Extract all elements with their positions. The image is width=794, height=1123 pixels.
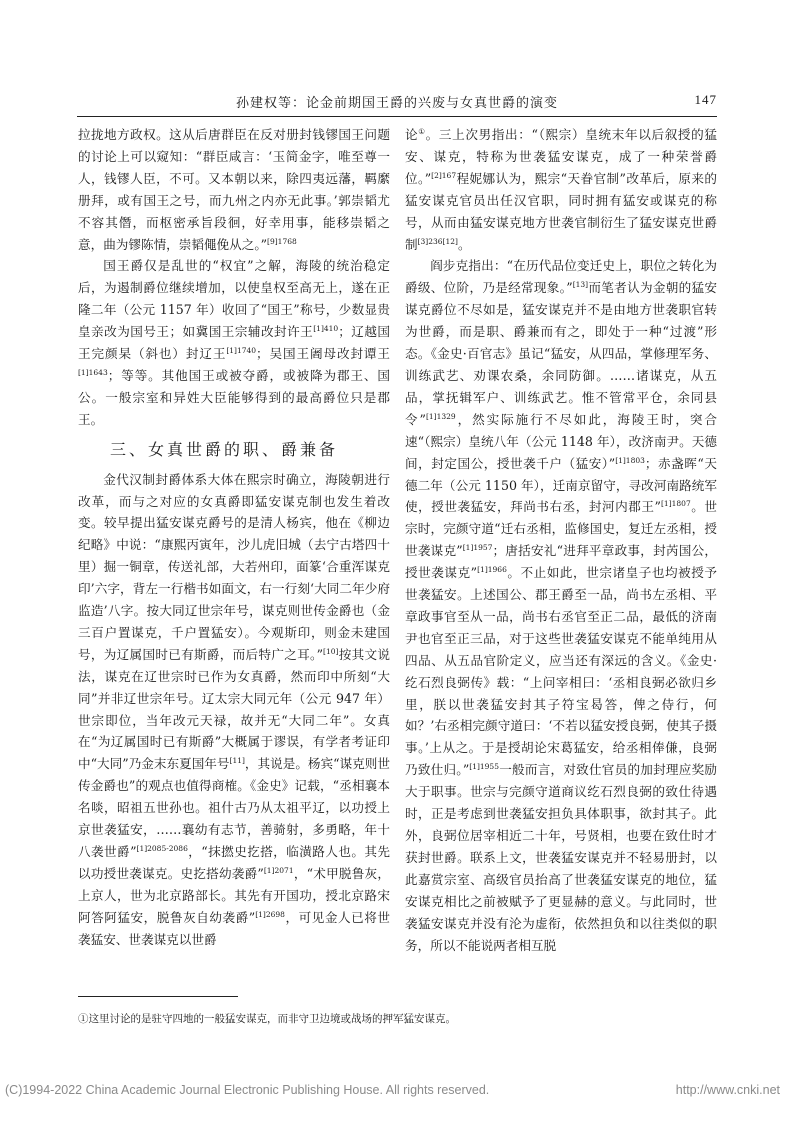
text-run: ；吴国王阇母改封谭王 bbox=[256, 346, 390, 362]
text-run: 一般而言，对致仕官员的加封理应奖励大于职事。世宗与完颜守道商议纥石烈良弼的致仕待遇时，正是考虑到世袭猛安担负具体职事，欲封其子。此外，良弼位居宰相近二十年，号贤相，也要在致仕时才获封世爵。联系上文，世袭猛安谋克并不轻易册封，以此嘉赏宗室、高级官员抬高了世袭猛安谋克的地位，猛安谋克相比之前被赋予了更显赫的意义。与此同时，世袭猛安谋克并没有沦为虚衔，依然担负和以往类似的职务，所以不能说两者相互脱 bbox=[405, 762, 717, 953]
citation: [1]1803 bbox=[615, 455, 645, 465]
paragraph bbox=[78, 255, 390, 430]
text-run: 按其文说法，谋克在辽世宗时已作为女真爵，然而印中所刻“大同”并非辽世宗年号。辽太宗大同元年（公元 947 年）世宗即位，当年改元天禄，故并无“大同二年”。女真在“为辽属国时已有斯爵”大概属于谬误，有学者考证印中“大同”乃金末东夏国年号 bbox=[78, 646, 390, 772]
paragraph-continued bbox=[405, 124, 717, 255]
citation: [1]1957 bbox=[462, 543, 493, 553]
running-title: 孙建权等：论金前期国王爵的兴废与女真世爵的演变 bbox=[235, 96, 558, 111]
text-run: 。世宗时，完颜守道“迁右丞相，监修国史，复迁左丞相，授世袭谋克” bbox=[405, 499, 717, 559]
citation: [1]1955 bbox=[469, 762, 499, 772]
running-header bbox=[77, 90, 717, 114]
left-column bbox=[78, 124, 390, 964]
text-run: ；等等。其他国王或被夺爵，或被降为郡王、国公。一般宗室和异姓大臣能够得到的最高爵位只是郡王。 bbox=[78, 367, 390, 427]
text-run: 拉拢地方政权。这从后唐群臣在反对册封钱镠国王问题的讨论上可以窥知：“群臣咸言：‘玉简金字，唯至尊一人，钱镠人臣，不可。又本朝以来，除四夷远藩，羁縻册拜，或有国王之号，而九州之内亦无此事。’郭崇韬尤不容其僭，而枢密承旨段徊，好幸用事，能移崇韬之意，曲为镠陈情，崇韬僶俛从之。” bbox=[78, 127, 390, 252]
citation: [1]2698 bbox=[255, 909, 285, 919]
footnote: ①这里讨论的是驻守四地的一般猛安谋克，而非守卫边境或战场的押军猛安谋克。 bbox=[78, 1013, 456, 1025]
text-run: ，“术甲脱鲁灰，上京人，世为北京路部长。其先有开国功，授北京路宋阿答阿猛安，脱鲁灰自幼袭爵” bbox=[78, 865, 390, 925]
text-run: ，然实际施行不尽如此，海陵王时，突合速“（熙宗）皇统八年（公元 1148 年），改济南尹。天德间，封定国公，授世袭千户（猛安）” bbox=[405, 411, 717, 471]
citation: [11] bbox=[229, 756, 245, 766]
citation: [1]1329 bbox=[425, 411, 456, 421]
text-run: 程妮娜认为，熙宗“天眷官制”改革后，原来的猛安谋克官员出任汉官职，同时拥有猛安或谋克的称号，从而由猛安谋克地方世袭官制衍生了猛安谋克世爵制 bbox=[405, 170, 717, 252]
citation: [3]236[12] bbox=[417, 236, 458, 246]
paragraph-continued bbox=[78, 124, 390, 255]
citation: [1]2071 bbox=[263, 865, 294, 875]
text-run: ；赤盏晖“天德二年（公元 1150 年），迁南京留守，寻改河南路统军使，授世袭猛安，拜尚书右丞，封河内郡王” bbox=[405, 455, 717, 515]
copyright-notice: (C)1994-2022 China Academic Journal Electronic Publishing House. All rights reserved. bbox=[5, 1083, 490, 1097]
text-run: ；辽越国王完颜杲（斜也）封辽王 bbox=[78, 324, 390, 362]
header-rule bbox=[77, 116, 717, 117]
text-run: 国王爵仅是乱世的“权宜”之解，海陵的统治稳定后，为遏制爵位继续增加，以使皇权至高无上，遂在正隆二年（公元 1157 年）收回了“国王”称号，少数显贵皇亲改为国号王；如冀国王宗辅改封许王 bbox=[78, 258, 390, 340]
citation: [1]1643 bbox=[78, 367, 108, 377]
text-run: 论 bbox=[405, 127, 419, 142]
citation: [1]1740 bbox=[226, 345, 257, 355]
text-run: ，其说是。杨宾“谋克则世传金爵也”的观点也值得商榷。《金史》记载，“丞相襄本名啖，昭祖五世孙也。祖什古乃从太祖平辽，以功授上京世袭猛安，……襄幼有志节，善骑射，多勇略，年十八袭世爵” bbox=[78, 756, 390, 859]
citation: [9]1768 bbox=[267, 236, 297, 246]
text-run: ，可见金人已将世袭猛安、世袭谋克以世爵 bbox=[78, 909, 390, 947]
section-heading: 三、女真世爵的职、爵兼备 bbox=[110, 439, 339, 459]
citation: [1]1966 bbox=[477, 564, 507, 574]
citation: [10] bbox=[323, 646, 339, 656]
text-run: 阎步克指出：“在历代品位变迁史上，职位之转化为爵级、位阶，乃是经常现象。” bbox=[405, 258, 717, 296]
page-number: 147 bbox=[694, 92, 717, 107]
text-run: ；唐括安礼“进拜平章政事，封芮国公，授世袭谋克” bbox=[405, 543, 717, 581]
paragraph bbox=[78, 469, 390, 951]
website-link[interactable]: http://www.cnki.net bbox=[675, 1083, 780, 1097]
right-column bbox=[405, 124, 717, 964]
citation: [1]410 bbox=[313, 323, 339, 333]
paragraph bbox=[405, 255, 717, 956]
text-run: 。三上次男指出：“（熙宗）皇统末年以后叙授的猛安、谋克，特称为世袭猛安谋克，成了一种荣誉爵位。” bbox=[405, 127, 717, 186]
text-run: 而笔者认为金朝的猛安谋克爵位不尽如是，猛安谋克并不是由地方世袭职官转为世爵，而是职、爵兼而有之，即处于一种“过渡”形态。《金史·百官志》虽记“猛安，从四品，掌修理军务、训练武艺、劝课农桑，余同防御。……诸谋克，从五品，掌抚辑军户、训练武艺。惟不管常平仓，余同县令” bbox=[405, 280, 717, 427]
footnote-rule bbox=[78, 996, 238, 997]
text-run: 。不止如此，世宗诸皇子也均被授予世袭猛安。上述国公、郡王爵至一品，尚书左丞相、平章政事官至从一品，尚书右丞官至正二品，最低的济南尹也官至正三品，对于这些世袭猛安谋克不能单纯用从四品、从五品官阶定义，应当还有深远的含义。《金史·纥石烈良弼传》载：“上问宰相曰：‘丞相良弼必欲归乡里，朕以世袭猛安封其子符宝曷答，俾之侍行，何如？’右丞相完颜守道曰：‘不若以猛安授良弼，使其子摄事。’上从之。于是授胡论宋葛猛安，给丞相俸傔，良弼乃致仕归。” bbox=[405, 565, 717, 778]
citation: [1]2085-2086 bbox=[136, 843, 188, 853]
copyright-footer bbox=[0, 1083, 794, 1099]
text-run: 金代汉制封爵体系大体在熙宗时确立，海陵朝进行改革，而与之对应的女真爵即猛安谋克制也发生着改变。较早提出猛安谋克爵号的是清人杨宾，他在《柳边纪略》中说：“康熙丙寅年，沙儿虎旧城（去宁古塔四十里）掘一铜章，传送礼部，大若州印，面篆‘合重浑谋克印’六字，背左一行楷书如面文，右一行刻‘大同二年少府监造’八字。按大同辽世宗年号，谋克则世传金爵也（金三百户置谋克，千户置猛安）。今观斯印，则金未建国号，为辽属国时已有斯爵，而后特广之耳。” bbox=[78, 471, 390, 662]
citation: [13] bbox=[572, 280, 589, 290]
text-run: 。 bbox=[457, 236, 471, 252]
citation: [2]167 bbox=[431, 170, 457, 180]
text-run: ，“抹撚史扢搭，临潢路人也。其先以功授世袭谋克。史扢搭幼袭爵” bbox=[78, 844, 390, 881]
citation: [1]1807 bbox=[661, 499, 691, 509]
footnote-marker: ① bbox=[418, 126, 426, 136]
